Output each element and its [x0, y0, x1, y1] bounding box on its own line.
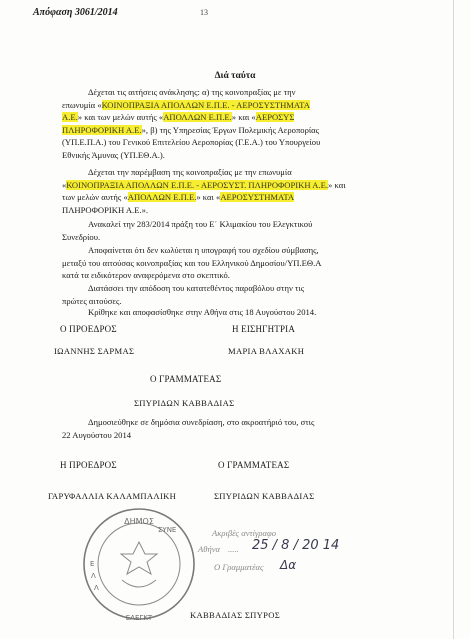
svg-text:Λ: Λ: [94, 584, 99, 592]
decision-number: Απόφαση 3061/2014: [33, 7, 118, 18]
certification-dots: .....: [228, 544, 239, 554]
paragraph-4: Αποφαίνεται ότι δεν κωλύεται η υπογραφή του σχεδίου σύμβασης, μεταξύ του αιτούσας κοινοπραξίας και του Ελληνικού Δημοσίου/ΥΠ.ΕΘ.Α κατά τα ειδικότερον αναφερόμενα στο σκεπτικό.: [62, 245, 322, 281]
svg-text:Ε: Ε: [90, 560, 95, 568]
redacted-highlight: ΑΠΟΛΛΩΝ Ε.Π.Ε.: [163, 112, 232, 123]
redacted-highlight: ΑΕΡΟΣΥΣΤΗΜΑΤΑ: [220, 192, 295, 203]
president-name: ΙΩΑΝΝΗΣ ΣΑΡΜΑΣ: [54, 346, 135, 356]
redacted-highlight: ΠΛΗΡΟΦΟΡΙΚΗ Α.Ε.: [62, 124, 142, 135]
secretary-title: Ο ΓΡΑΜΜΑΤΕΑΣ: [150, 374, 222, 384]
redacted-highlight: ΚΟΙΝΟΠΡΑΞΙΑ ΑΠΟΛΛΩΝ Ε.Π.Ε. - ΑΕΡΟΣΥΣΤΗΜΑΤΑ: [101, 99, 310, 110]
handwritten-date: 25 / 8 / 20 14: [252, 538, 340, 553]
paragraph-3: Ανακαλεί την 283/2014 πράξη του Ε΄ Κλιμακίου του Ελεγκτικού Συνεδρίου.: [62, 219, 313, 242]
secretary2-name: ΣΠΥΡΙΔΩΝ ΚΑΒΒΑΔΙΑΣ: [214, 491, 315, 501]
paragraph-5: Διατάσσει την απόδοση του κατατεθέντος παραβόλου στην τις πρώτες αιτούσες.: [62, 283, 305, 306]
redacted-highlight: ΑΠΟΛΛΩΝ Ε.Π.Ε.: [127, 192, 197, 203]
redacted-highlight: Α.Ε.: [62, 112, 78, 123]
section-heading: Διά ταύτα: [214, 71, 256, 81]
secretary2-title: Ο ΓΡΑΜΜΑΤΕΑΣ: [218, 460, 290, 470]
paragraph-1: Δέχεται τις αιτήσεις ανάκλησης: α) της κοινοπραξίας με την επωνυμία «ΚΟΙΝΟΠΡΑΞΙΑ ΑΠΟΛΛΩΝ Ε.Π.Ε. - ΑΕΡΟΣΥΣΤΗΜΑΤΑ Α.Ε.» και των μελών αυτής «ΑΠΟΛΛΩΝ Ε.Π.Ε.» και «ΑΕΡΟΣΥΣ ΠΛΗΡΟΦΟΡΙΚΗ Α.Ε.», β) της Υπηρεσίας Έργων Πολεμικής Αεροπορίας (ΥΠ.Ε.Π.Α.) του Γενικού Επιτελείου Αεροπορίας (Γ.Ε.Α.) του Υπουργείου Εθνικής Άμυνας (ΥΠ.ΕΘ.Α.).: [62, 87, 321, 160]
handwritten-signature: Δα: [280, 558, 297, 572]
certification-place: Αθήνα: [198, 544, 221, 554]
true-copy-label: Ακριβές αντίγραφο: [212, 528, 277, 538]
paragraph-2: Δέχεται την παρέμβαση της κοινοπραξίας με την επωνυμία «ΚΟΙΝΟΠΡΑΞΙΑ ΑΠΟΛΛΩΝ Ε.Π.Ε. - ΑΕΡΟΣΥΣΤ. ΠΛΗΡΟΦΟΡΙΚΗ Α.Ε.» και των μελών αυτής «ΑΠΟΛΛΩΝ Ε.Π.Ε.» και «ΑΕΡΟΣΥΣΤΗΜΑΤΑ ΠΛΗΡΟΦΟΡΙΚΗ Α.Ε.».: [62, 167, 346, 215]
official-seal-icon: [80, 502, 198, 626]
rapporteur-name: ΜΑΡΙΑ ΒΛΑΧΑΚΗ: [228, 346, 305, 356]
secretary-name: ΣΠΥΡΙΔΩΝ ΚΑΒΒΑΔΙΑΣ: [134, 398, 235, 408]
svg-text:Λ: Λ: [91, 572, 96, 580]
president-title: Ο ΠΡΟΕΔΡΟΣ: [60, 324, 117, 334]
redacted-highlight: ΚΟΙΝΟΠΡΑΞΙΑ ΑΠΟΛΛΩΝ Ε.Π.Ε. - ΑΕΡΟΣΥΣΤ. ΠΛΗΡΟΦΟΡΙΚΗ Α.Ε.: [66, 179, 328, 190]
paragraph-6: Κρίθηκε και αποφασίσθηκε στην Αθήνα στις 18 Αυγούστου 2014.: [88, 307, 317, 317]
publication-note: Δημοσιεύθηκε σε δημόσια συνεδρίαση, στο ακροατήριό του, στις 22 Αυγούστου 2014: [62, 417, 315, 440]
svg-text:ΣΥΝΕ: ΣΥΝΕ: [158, 526, 177, 534]
page-number: 13: [200, 8, 208, 17]
president2-title: Η ΠΡΟΕΔΡΟΣ: [60, 460, 117, 470]
svg-text:ΕΛΕΓΚΤ: ΕΛΕΓΚΤ: [125, 614, 153, 622]
rapporteur-title: Η ΕΙΣΗΓΗΤΡΙΑ: [232, 324, 296, 334]
president2-name: ΓΑΡΥΦΑΛΛΙΑ ΚΑΛΑΜΠΑΛΙΚΗ: [48, 491, 177, 501]
redacted-highlight: ΑΕΡΟΣΥΣ: [255, 112, 295, 123]
certification-name: ΚΑΒΒΑΔΙΑΣ ΣΠΥΡΟΣ: [190, 610, 281, 620]
svg-text:ΔΗΜΟΣ: ΔΗΜΟΣ: [124, 517, 154, 526]
certification-secretary: Ο Γραμματέας: [214, 562, 264, 572]
scan-edge-line: [453, 0, 454, 639]
